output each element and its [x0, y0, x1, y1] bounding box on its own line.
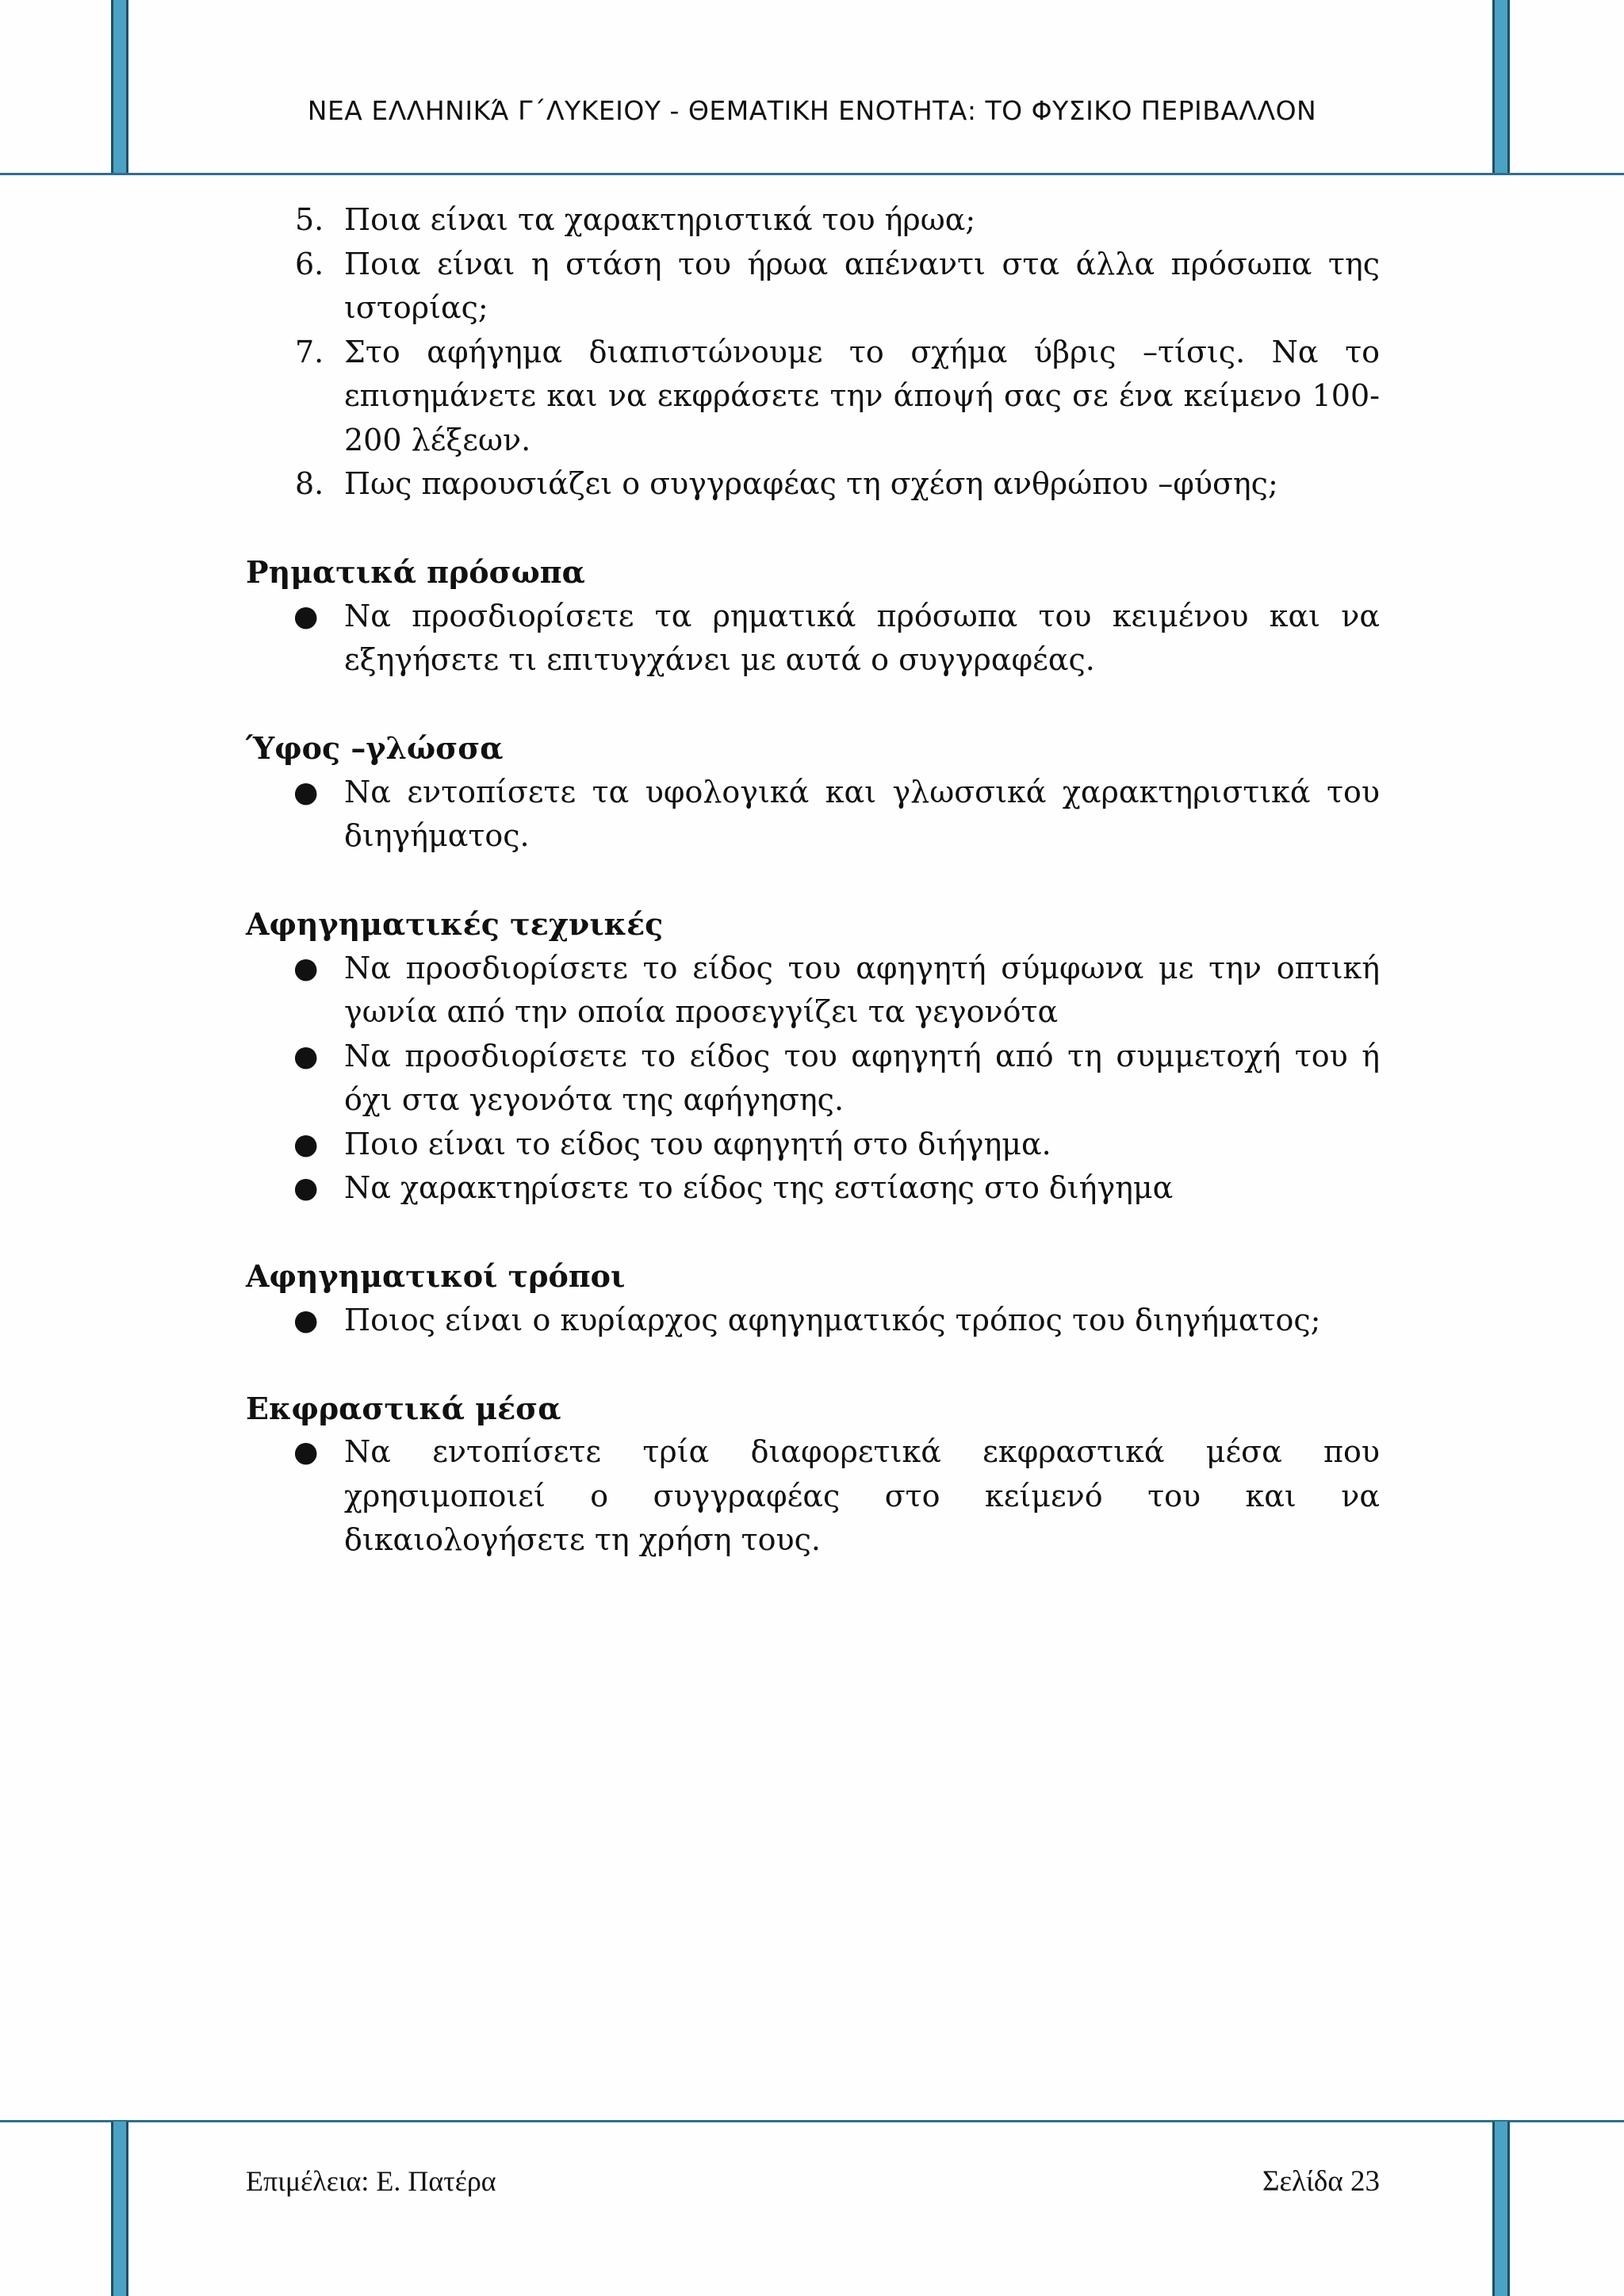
page-number: Σελίδα 23 — [1262, 2165, 1380, 2198]
bullet-item — [246, 947, 1380, 1035]
question-number: 7. — [295, 334, 324, 369]
question-number: 5. — [295, 202, 324, 237]
question-list — [246, 198, 1380, 507]
bullet-list-style-language — [246, 771, 1380, 859]
page-content — [246, 198, 1380, 1563]
footer-editor: Επιμέλεια: Ε. Πατέρα — [246, 2165, 496, 2197]
question-item — [246, 198, 1380, 243]
bullet-marker: ● — [293, 1436, 319, 1468]
header-right-bar — [1492, 0, 1510, 174]
bullet-marker: ● — [293, 1039, 319, 1073]
question-number: 8. — [295, 466, 324, 501]
bullet-list-narrative-modes — [246, 1299, 1380, 1343]
footer-left-bar — [111, 2122, 128, 2296]
bullet-marker: ● — [293, 775, 319, 809]
header-rule — [0, 173, 1624, 175]
question-text: Ποια είναι τα χαρακτηριστικά του ήρωα; — [344, 202, 976, 237]
bullet-marker: ● — [293, 599, 319, 633]
page-header: ΝΕΑ ΕΛΛΗΝΙΚΆ Γ΄ΛΥΚΕΙΟΥ - ΘΕΜΑΤΙΚΗ ΕΝΟΤΗΤΑ: ΤΟ ΦΥΣΙΚΟ ΠΕΡΙΒΑΛΛΟΝ — [307, 95, 1317, 126]
section-heading-narrative-techniques: Αφηγηματικές τεχνικές — [246, 906, 664, 942]
bullet-marker: ● — [293, 1172, 319, 1204]
bullet-text: Να χαρακτηρίσετε το είδος της εστίασης στο διήγημα — [344, 1170, 1174, 1205]
bullet-item — [246, 1430, 1380, 1563]
bullet-item — [246, 1166, 1380, 1211]
section-heading-style-language: Ύφος –γλώσσα — [246, 730, 504, 766]
question-text: Ποια είναι η στάση του ήρωα απέναντι στα άλλα πρόσωπα της ιστορίας; — [344, 246, 1380, 325]
bullet-text: Να προσδιορίσετε το είδος του αφηγητή από τη συμμετοχή του ή όχι στα γεγονότα της αφήγησης. — [344, 1038, 1380, 1117]
question-text: Στο αφήγημα διαπιστώνουμε το σχήμα ύβρις –τίσις. Να το επισημάνετε και να εκφράσετε την άποψή σας σε ένα κείμενο 100-200 λέξεων. — [344, 334, 1380, 457]
section-heading-narrative-modes: Αφηγηματικοί τρόποι — [246, 1258, 626, 1294]
bullet-item — [246, 595, 1380, 683]
bullet-text: Ποιο είναι το είδος του αφηγητή στο διήγημα. — [344, 1126, 1051, 1161]
bullet-item — [246, 1035, 1380, 1123]
bullet-marker: ● — [293, 951, 319, 985]
question-item — [246, 331, 1380, 463]
bullet-marker: ● — [293, 1127, 319, 1161]
question-item — [246, 462, 1380, 507]
bullet-item — [246, 1299, 1380, 1343]
footer-rule — [0, 2120, 1624, 2122]
bullet-marker: ● — [293, 1303, 319, 1337]
header-left-bar — [111, 0, 128, 174]
bullet-text: Να προσδιορίσετε το είδος του αφηγητή σύμφωνα με την οπτική γωνία από την οποία προσεγγίζει τα γεγονότα — [344, 950, 1380, 1029]
section-heading-expressive-means: Εκφραστικά μέσα — [246, 1390, 561, 1426]
bullet-item — [246, 1123, 1380, 1167]
question-number: 6. — [295, 246, 324, 281]
bullet-text: Να εντοπίσετε τρία διαφορετικά εκφραστικά μέσα που χρησιμοποιεί ο συγγραφέας στο κείμενό του και να δικαιολογήσετε τη χρήση τους. — [344, 1434, 1380, 1557]
footer-right-bar — [1492, 2122, 1510, 2296]
bullet-text: Ποιος είναι ο κυρίαρχος αφηγηματικός τρόπος του διηγήματος; — [344, 1302, 1321, 1337]
question-text: Πως παρουσιάζει ο συγγραφέας τη σχέση ανθρώπου –φύσης; — [344, 466, 1278, 501]
section-heading-verb-persons: Ρηματικά πρόσωπα — [246, 554, 585, 590]
bullet-list-narrative-techniques — [246, 947, 1380, 1211]
bullet-text: Να εντοπίσετε τα υφολογικά και γλωσσικά χαρακτηριστικά του διηγήματος. — [344, 774, 1380, 853]
bullet-list-expressive-means — [246, 1430, 1380, 1563]
bullet-text: Να προσδιορίσετε τα ρηματικά πρόσωπα του κειμένου και να εξηγήσετε τι επιτυγχάνει με αυτά ο συγγραφέας. — [344, 598, 1380, 677]
bullet-item — [246, 771, 1380, 859]
question-item — [246, 243, 1380, 331]
bullet-list-verb-persons — [246, 595, 1380, 683]
